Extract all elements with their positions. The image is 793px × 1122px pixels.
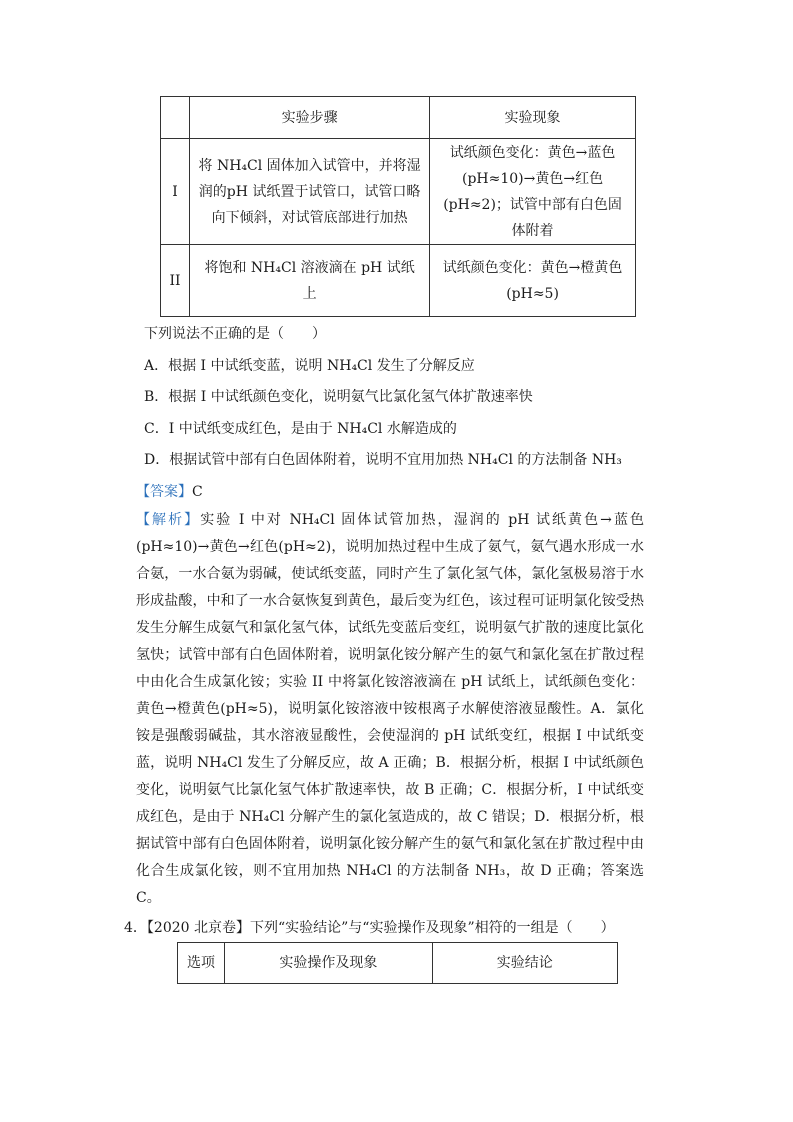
table-row: [161, 245, 636, 317]
table-header-row: [178, 943, 618, 984]
row-label: II: [161, 245, 190, 317]
header-cell: 实验操作及现象: [225, 943, 432, 984]
steps-cell: 将 NH₄Cl 固体加入试管中，并将湿润的pH 试纸置于试管口，试管口略向下倾斜，对试管底部进行加热: [190, 139, 430, 245]
header-cell: 选项: [178, 943, 225, 984]
answer-line: [136, 481, 203, 501]
header-cell: 实验结论: [432, 943, 617, 984]
analysis-text: 实验 I 中对 NH₄Cl 固体试管加热，湿润的 pH 试纸黄色→蓝色(pH≈10)→黄色→红色(pH≈2)，说明加热过程中生成了氨气，氨气遇水形成一水合氨，一水合氨为弱碱，使试纸变蓝，同时产生了氯化氢气体，氯化氢极易溶于水形成盐酸，中和了一水合氨恢复到黄色，最后变为红色，该过程可证明氯化铵受热发生分解生成氨气和氯化氢气体，试纸先变蓝后变红，说明氨气扩散的速度比氯化氢快；试管中部有白色固体附着，说明氯化铵分解产生的氨气和氯化氢在扩散过程中由化合生成氯化铵；实验 II 中将氯化铵溶液滴在 pH 试纸上，试纸颜色变化：黄色→橙黄色(pH≈5)，说明氯化铵溶液中铵根离子水解使溶液显酸性。A．氯化铵是强酸弱碱盐，其水溶液显酸性，会使湿润的 pH 试纸变红，根据 I 中试纸变蓝，说明 NH₄Cl 发生了分解反应，故 A 正确；B．根据分析，根据 I 中试纸颜色变化，说明氨气比氯化氢气体扩散速率快，故 B 正确；C．根据分析，I 中试纸变成红色，是由于 NH₄Cl 分解产生的氯化氢造成的，故 C 错误；D．根据分析，根据试管中部有白色固体附着，说明氯化铵分解产生的氨气和氯化氢在扩散过程中由化合生成氯化铵，则不宜用加热 NH₄Cl 的方法制备 NH₃，故 D 正确；答案选 C。: [136, 512, 645, 906]
table-row: [161, 139, 636, 245]
steps-cell: 将饱和 NH₄Cl 溶液滴在 pH 试纸上: [190, 245, 430, 317]
question-4-title: 4．【2020 北京卷】下列“实验结论”与“实验操作及现象”相符的一组是（ ）: [124, 920, 615, 936]
row-label: I: [161, 139, 190, 245]
header-cell: 实验步骤: [190, 97, 430, 139]
analysis-tag: 【解析】: [136, 512, 201, 528]
phenomena-cell: 试纸颜色变化：黄色→橙黄色(pH≈5): [430, 245, 636, 317]
table-header-row: [161, 97, 636, 139]
options-table: [177, 942, 618, 984]
header-cell: 实验现象: [430, 97, 636, 139]
option-a: A．根据 I 中试纸变蓝，说明 NH₄Cl 发生了分解反应: [144, 358, 475, 374]
answer-tag: 【答案】: [136, 484, 192, 500]
header-cell: [161, 97, 190, 139]
option-c: C．I 中试纸变成红色，是由于 NH₄Cl 水解造成的: [144, 421, 457, 437]
question-text: 下列说法不正确的是（ ）: [144, 326, 326, 342]
answer-value: C: [192, 484, 203, 500]
experiment-table: [160, 96, 636, 317]
analysis-paragraph: [136, 507, 644, 912]
option-d: D．根据试管中部有白色固体附着，说明不宜用加热 NH₄Cl 的方法制备 NH₃: [144, 452, 622, 468]
option-b: B．根据 I 中试纸颜色变化，说明氨气比氯化氢气体扩散速率快: [144, 389, 533, 405]
phenomena-cell: 试纸颜色变化：黄色→蓝色(pH≈10)→黄色→红色(pH≈2)；试管中部有白色固体附着: [430, 139, 636, 245]
